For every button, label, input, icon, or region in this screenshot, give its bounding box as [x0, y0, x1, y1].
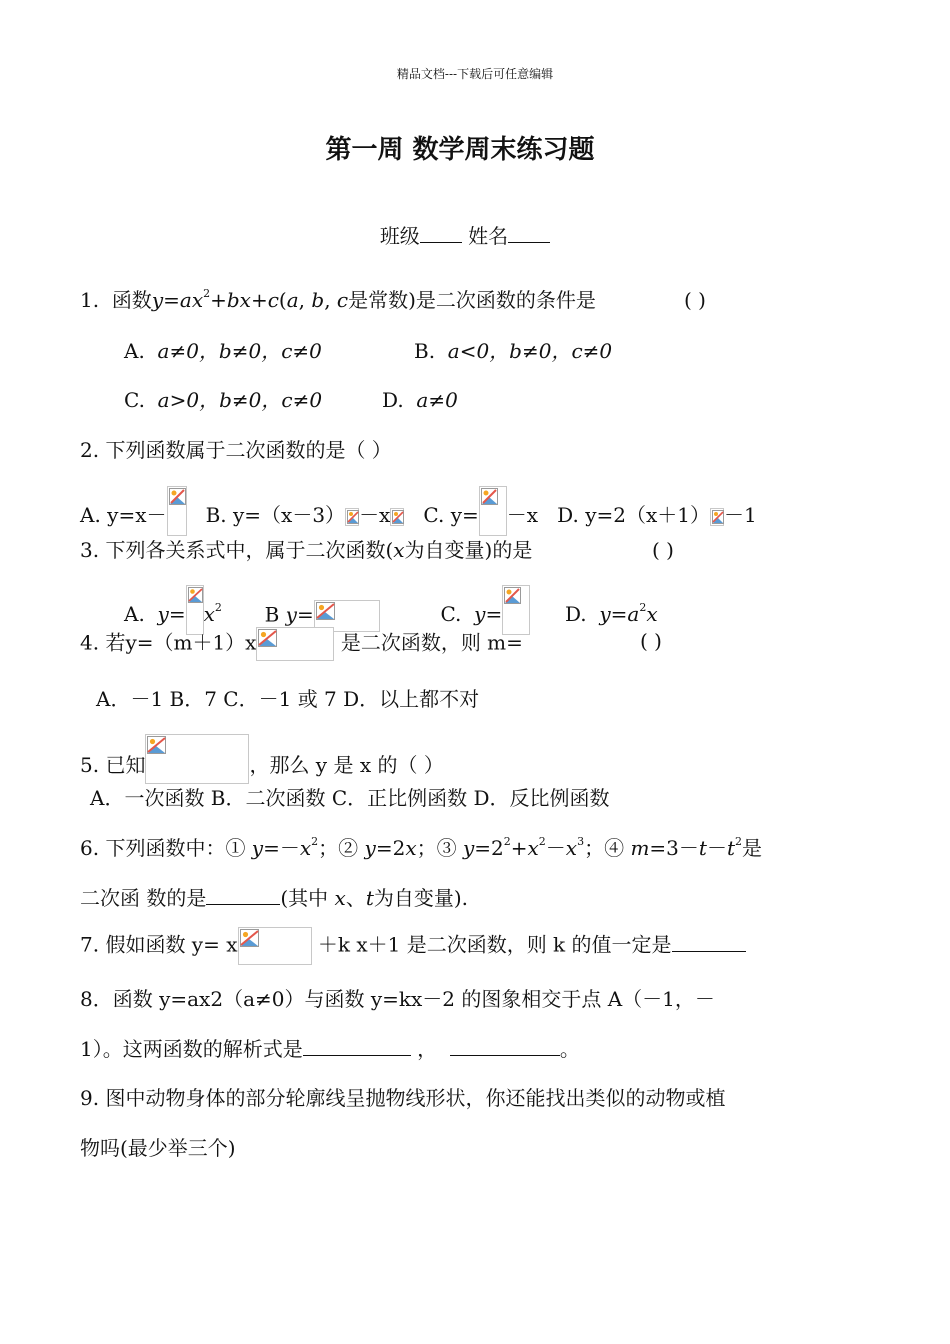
q6-text: ；② — [318, 836, 365, 860]
var-y: y — [599, 602, 611, 626]
eq: = — [610, 602, 628, 626]
option-text: －x — [359, 503, 391, 527]
option-text: D. y=2（x＋1） — [557, 503, 710, 527]
q1-number: 1. — [80, 288, 100, 312]
eq: = — [163, 288, 180, 312]
q3-text: 3. 下列各关系式中，属于二次函数( — [80, 538, 394, 562]
q2-option-b[interactable] — [206, 501, 405, 529]
eq: =2 — [474, 836, 504, 860]
q2-option-c[interactable] — [423, 486, 538, 536]
q8-text: 1）。这两函数的解析式是 — [80, 1037, 303, 1061]
option-text: A. y=x－ — [80, 503, 167, 527]
name-label: 姓名 — [468, 224, 509, 248]
var-ax: ax — [179, 288, 204, 312]
broken-image-icon — [238, 927, 312, 965]
question-8-line-1: 8．函数 y=ax2（a≠0）与函数 y=kx－2 的图象相交于点 A（－1，－ — [80, 987, 715, 1011]
sup: 3 — [577, 835, 585, 849]
option-label: B. — [414, 339, 436, 363]
q5-text: 5. 已知 — [80, 753, 146, 777]
question-5-stem — [80, 734, 444, 784]
question-6-line-1 — [80, 834, 762, 862]
answer-paren[interactable]: ( ) — [652, 538, 674, 562]
var-y: y — [251, 836, 264, 860]
var-c: c — [336, 288, 349, 312]
option-label: D. — [382, 388, 404, 412]
q6-text: ；③ — [416, 836, 463, 860]
question-3-stem — [80, 536, 532, 564]
q6-text: 、 — [345, 886, 366, 910]
q7-text: 7. 假如函数 y= x — [80, 932, 238, 957]
q3-option-d[interactable] — [565, 600, 658, 628]
class-label: 班级 — [379, 224, 420, 248]
answer-blank[interactable] — [303, 1037, 411, 1056]
option-text: a≠0 — [416, 388, 458, 412]
var-bx: bx — [226, 288, 251, 312]
option-text: C. y= — [423, 503, 479, 527]
answer-paren[interactable]: ( ) — [684, 288, 706, 312]
plus: + — [210, 288, 227, 312]
q5-text-b: ，那么 y 是 x 的（ ） — [249, 753, 444, 777]
question-7-stem — [80, 927, 746, 965]
option-text: a<0，b≠0，c≠0 — [447, 339, 613, 363]
paren: ( — [278, 288, 287, 312]
sup: 2 — [538, 835, 546, 849]
var-t: t — [365, 886, 374, 910]
option-label: A. — [124, 602, 145, 626]
var-y: y — [157, 602, 169, 626]
sup: 2 — [734, 835, 742, 849]
eq: =2 — [375, 836, 406, 860]
page-header: 精品文档---下载后可任意编辑 — [396, 67, 554, 81]
q1-option-d[interactable] — [382, 386, 458, 414]
var-t: t — [726, 836, 735, 860]
q8-text: ， — [417, 1037, 438, 1061]
question-6-line-2 — [80, 884, 468, 912]
option-text: B. y=（x－3） — [205, 503, 346, 527]
question-4-stem — [80, 627, 523, 661]
var-t: t — [698, 836, 707, 860]
var-x: x — [393, 538, 405, 562]
minus: － — [545, 836, 566, 860]
class-blank[interactable] — [420, 224, 462, 243]
q6-text: ；④ — [584, 836, 631, 860]
answer-blank[interactable] — [450, 1037, 560, 1056]
eq: = — [296, 602, 314, 626]
plus: + — [250, 288, 268, 312]
q2-option-d[interactable] — [557, 501, 757, 529]
option-label: A. — [124, 339, 145, 363]
option-text: －1 — [723, 503, 757, 527]
q6-text: 为自变量). — [373, 886, 469, 910]
q1-option-b[interactable] — [414, 337, 612, 365]
sup: 2 — [214, 601, 222, 615]
var-y: y — [151, 288, 164, 312]
eq: =3－ — [649, 836, 699, 860]
q1-text-b: 是常数)是二次函数的条件是 — [348, 288, 596, 312]
q4-text: 4. 若y=（m＋1）x — [80, 630, 257, 655]
minus: － — [706, 836, 727, 860]
option-label: C. — [440, 602, 462, 626]
var-x: x — [565, 836, 578, 860]
q6-text: 6. 下列函数中：① — [80, 836, 252, 860]
broken-image-icon — [145, 734, 249, 784]
option-label: D. — [564, 602, 587, 626]
broken-image-icon — [710, 508, 724, 526]
option-label: C. — [124, 388, 145, 412]
var-y: y — [474, 602, 486, 626]
option-text: a≠0，b≠0，c≠0 — [157, 339, 322, 363]
q4-text-b: 是二次函数，则 m= — [340, 630, 523, 655]
q5-options[interactable]: A．一次函数 B．二次函数 C．正比例函数 D．反比例函数 — [90, 786, 610, 810]
eq: = — [168, 602, 186, 626]
var-x: x — [299, 836, 312, 860]
sup: 2 — [311, 835, 319, 849]
var-y: y — [285, 602, 297, 626]
class-name-line — [0, 222, 930, 250]
question-8-line-2 — [80, 1035, 580, 1063]
q1-option-c[interactable] — [124, 386, 322, 414]
var-x: x — [334, 886, 346, 910]
option-label: B — [264, 602, 280, 626]
answer-blank[interactable] — [672, 933, 746, 952]
q2-options — [80, 486, 757, 536]
var-y: y — [364, 836, 376, 860]
var-a: a — [627, 602, 640, 626]
option-text: a>0，b≠0，c≠0 — [157, 388, 323, 412]
var-x: x — [646, 602, 658, 626]
answer-blank[interactable] — [206, 886, 280, 905]
var-a: a — [286, 288, 299, 312]
broken-image-icon — [479, 486, 507, 536]
q6-text: 二次函 数的是 — [80, 886, 207, 910]
q2-option-a[interactable] — [80, 486, 187, 536]
question-9-line-1: 9. 图中动物身体的部分轮廓线呈抛物线形状，你还能找出类似的动物或植 — [80, 1086, 726, 1110]
q6-text: (其中 — [280, 886, 335, 910]
var-x: x — [203, 602, 215, 626]
question-9-line-2: 物吗(最少举三个) — [80, 1136, 236, 1160]
question-2-stem: 2. 下列函数属于二次函数的是（ ） — [80, 438, 392, 462]
var-c: c — [267, 288, 279, 312]
broken-image-icon — [167, 486, 187, 536]
eq: =－ — [263, 836, 300, 860]
var-b: b — [311, 288, 325, 312]
sup: 2 — [203, 287, 211, 301]
broken-image-icon — [256, 627, 334, 661]
q4-options[interactable]: A．－1 B．7 C．－1 或 7 D．以上都不对 — [96, 687, 480, 711]
q1-option-a[interactable] — [124, 337, 322, 365]
answer-paren[interactable]: ( ) — [640, 629, 662, 653]
option-text: －x — [506, 503, 539, 527]
sup: 2 — [639, 601, 647, 615]
q6-text: 是 — [741, 836, 762, 860]
plus: + — [510, 836, 528, 860]
comma: , — [298, 288, 312, 312]
q7-text-b: ＋k x＋1 是二次函数，则 k 的值一定是 — [317, 932, 672, 957]
eq: = — [485, 602, 503, 626]
var-x: x — [405, 836, 417, 860]
q3-text-b: 为自变量)的是 — [404, 538, 533, 562]
q1-text: 函数 — [111, 288, 152, 312]
sup: 2 — [503, 835, 511, 849]
broken-image-icon — [345, 508, 359, 526]
broken-image-icon — [390, 508, 404, 526]
var-m: m — [630, 836, 650, 860]
question-1-stem — [80, 286, 596, 314]
var-y: y — [462, 836, 475, 860]
comma: , — [324, 288, 337, 312]
name-blank[interactable] — [508, 224, 550, 243]
var-x: x — [527, 836, 539, 860]
page-title: 第一周 数学周末练习题 — [325, 135, 595, 165]
q8-text: 。 — [559, 1037, 580, 1061]
